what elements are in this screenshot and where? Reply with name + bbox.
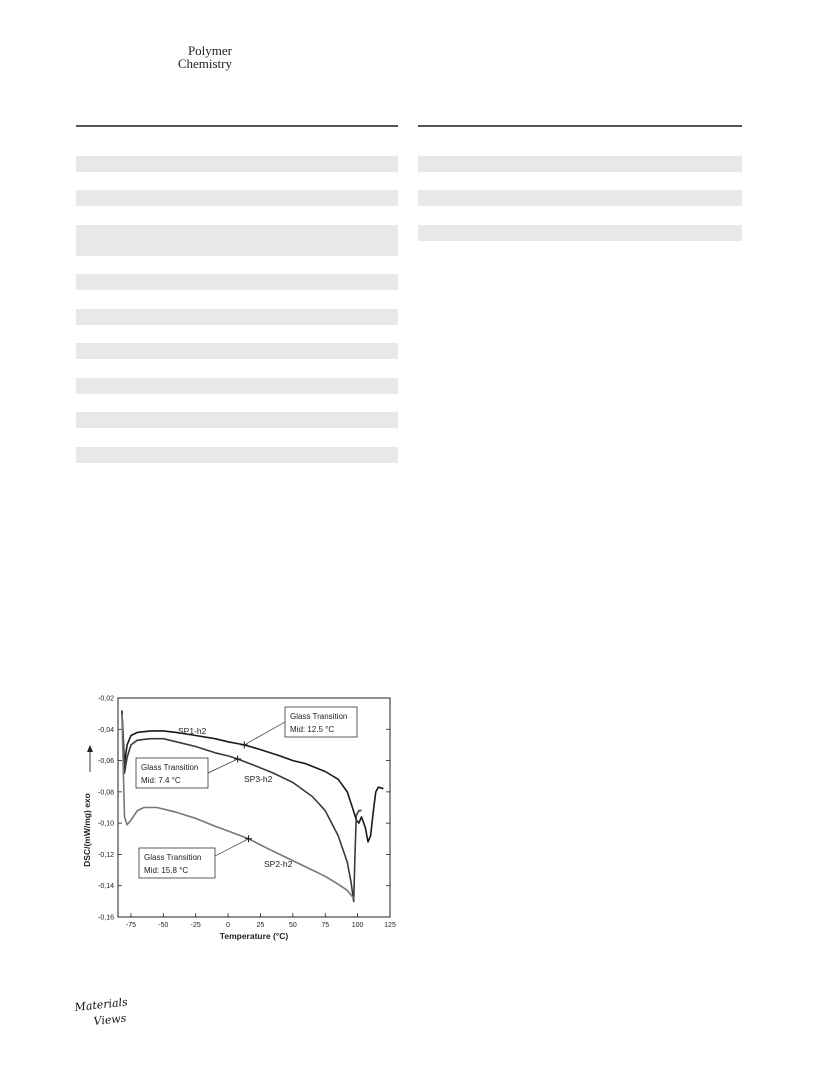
table-row-stripe: [76, 156, 398, 172]
y-tick-label: -0,16: [98, 914, 114, 922]
journal-title: [150, 44, 232, 70]
y-tick-label: -0,06: [98, 758, 114, 766]
table-row-stripe: [76, 190, 398, 206]
annotation-leader: [215, 839, 249, 856]
y-axis-label: DSC/(mW/mg) exo: [82, 793, 92, 867]
series-label-sp3: SP3-h2: [244, 774, 273, 784]
materialsviews-logo: [74, 998, 134, 1030]
x-tick-label: 25: [256, 922, 265, 929]
table-row-stripe: [76, 378, 398, 394]
y-axis-arrow: [87, 745, 93, 772]
x-tick-label: 125: [384, 922, 396, 929]
table-row-stripe: [76, 412, 398, 428]
annotation-sp1: [285, 707, 357, 737]
annotation-title: Glass Transition: [290, 712, 348, 721]
y-tick-label: -0,10: [98, 820, 114, 828]
glass-transition-marker: [245, 835, 252, 842]
dsc-chart: [70, 690, 400, 952]
left-column-rule: [76, 125, 398, 127]
table-row-stripe: [418, 225, 742, 241]
logo-line2: Views: [92, 1011, 127, 1028]
annotation-title: Glass Transition: [144, 853, 202, 862]
x-tick-label: 0: [226, 922, 231, 929]
series-label-sp2: SP2-h2: [264, 859, 293, 869]
annotation-title: Glass Transition: [141, 763, 199, 772]
table-row-stripe: [76, 274, 398, 290]
annotation-sp3: [136, 758, 208, 788]
y-tick-label: -0,04: [98, 726, 114, 734]
annotation-leader: [208, 759, 238, 773]
y-tick-label: -0,14: [98, 883, 114, 891]
journal-title-line2: Chemistry: [177, 56, 232, 71]
table-row-stripe: [418, 190, 742, 206]
journal-title-line1: Polymer: [187, 43, 232, 58]
x-tick-label: -25: [190, 922, 201, 929]
annotation-sp2: [139, 848, 215, 878]
right-column-rule: [418, 125, 742, 127]
x-tick-label: 75: [321, 922, 330, 929]
y-tick-label: -0,08: [98, 789, 114, 797]
table-row-stripe: [76, 309, 398, 325]
y-tick-label: -0,12: [98, 851, 114, 859]
annotation-leader: [244, 722, 285, 745]
table-row-stripe: [76, 225, 398, 256]
table-row-stripe: [76, 447, 398, 463]
series-label-sp1: SP1-h2: [178, 726, 207, 736]
x-tick-label: -75: [125, 922, 137, 929]
x-tick-label: 50: [288, 922, 297, 929]
annotation-value: Mid: 12.5 °C: [290, 725, 335, 734]
y-tick-label: -0,02: [98, 695, 114, 703]
x-axis-label: Temperature (°C): [219, 931, 289, 941]
dsc-figure: [70, 690, 400, 952]
table-row-stripe: [76, 343, 398, 359]
table-row-stripe: [418, 156, 742, 172]
glass-transition-marker: [241, 741, 248, 748]
annotation-value: Mid: 7.4 °C: [141, 776, 181, 785]
logo-line1: Materials: [74, 998, 129, 1014]
x-tick-label: -50: [158, 922, 169, 929]
x-tick-label: 100: [351, 922, 364, 929]
annotation-value: Mid: 15.8 °C: [144, 866, 189, 875]
